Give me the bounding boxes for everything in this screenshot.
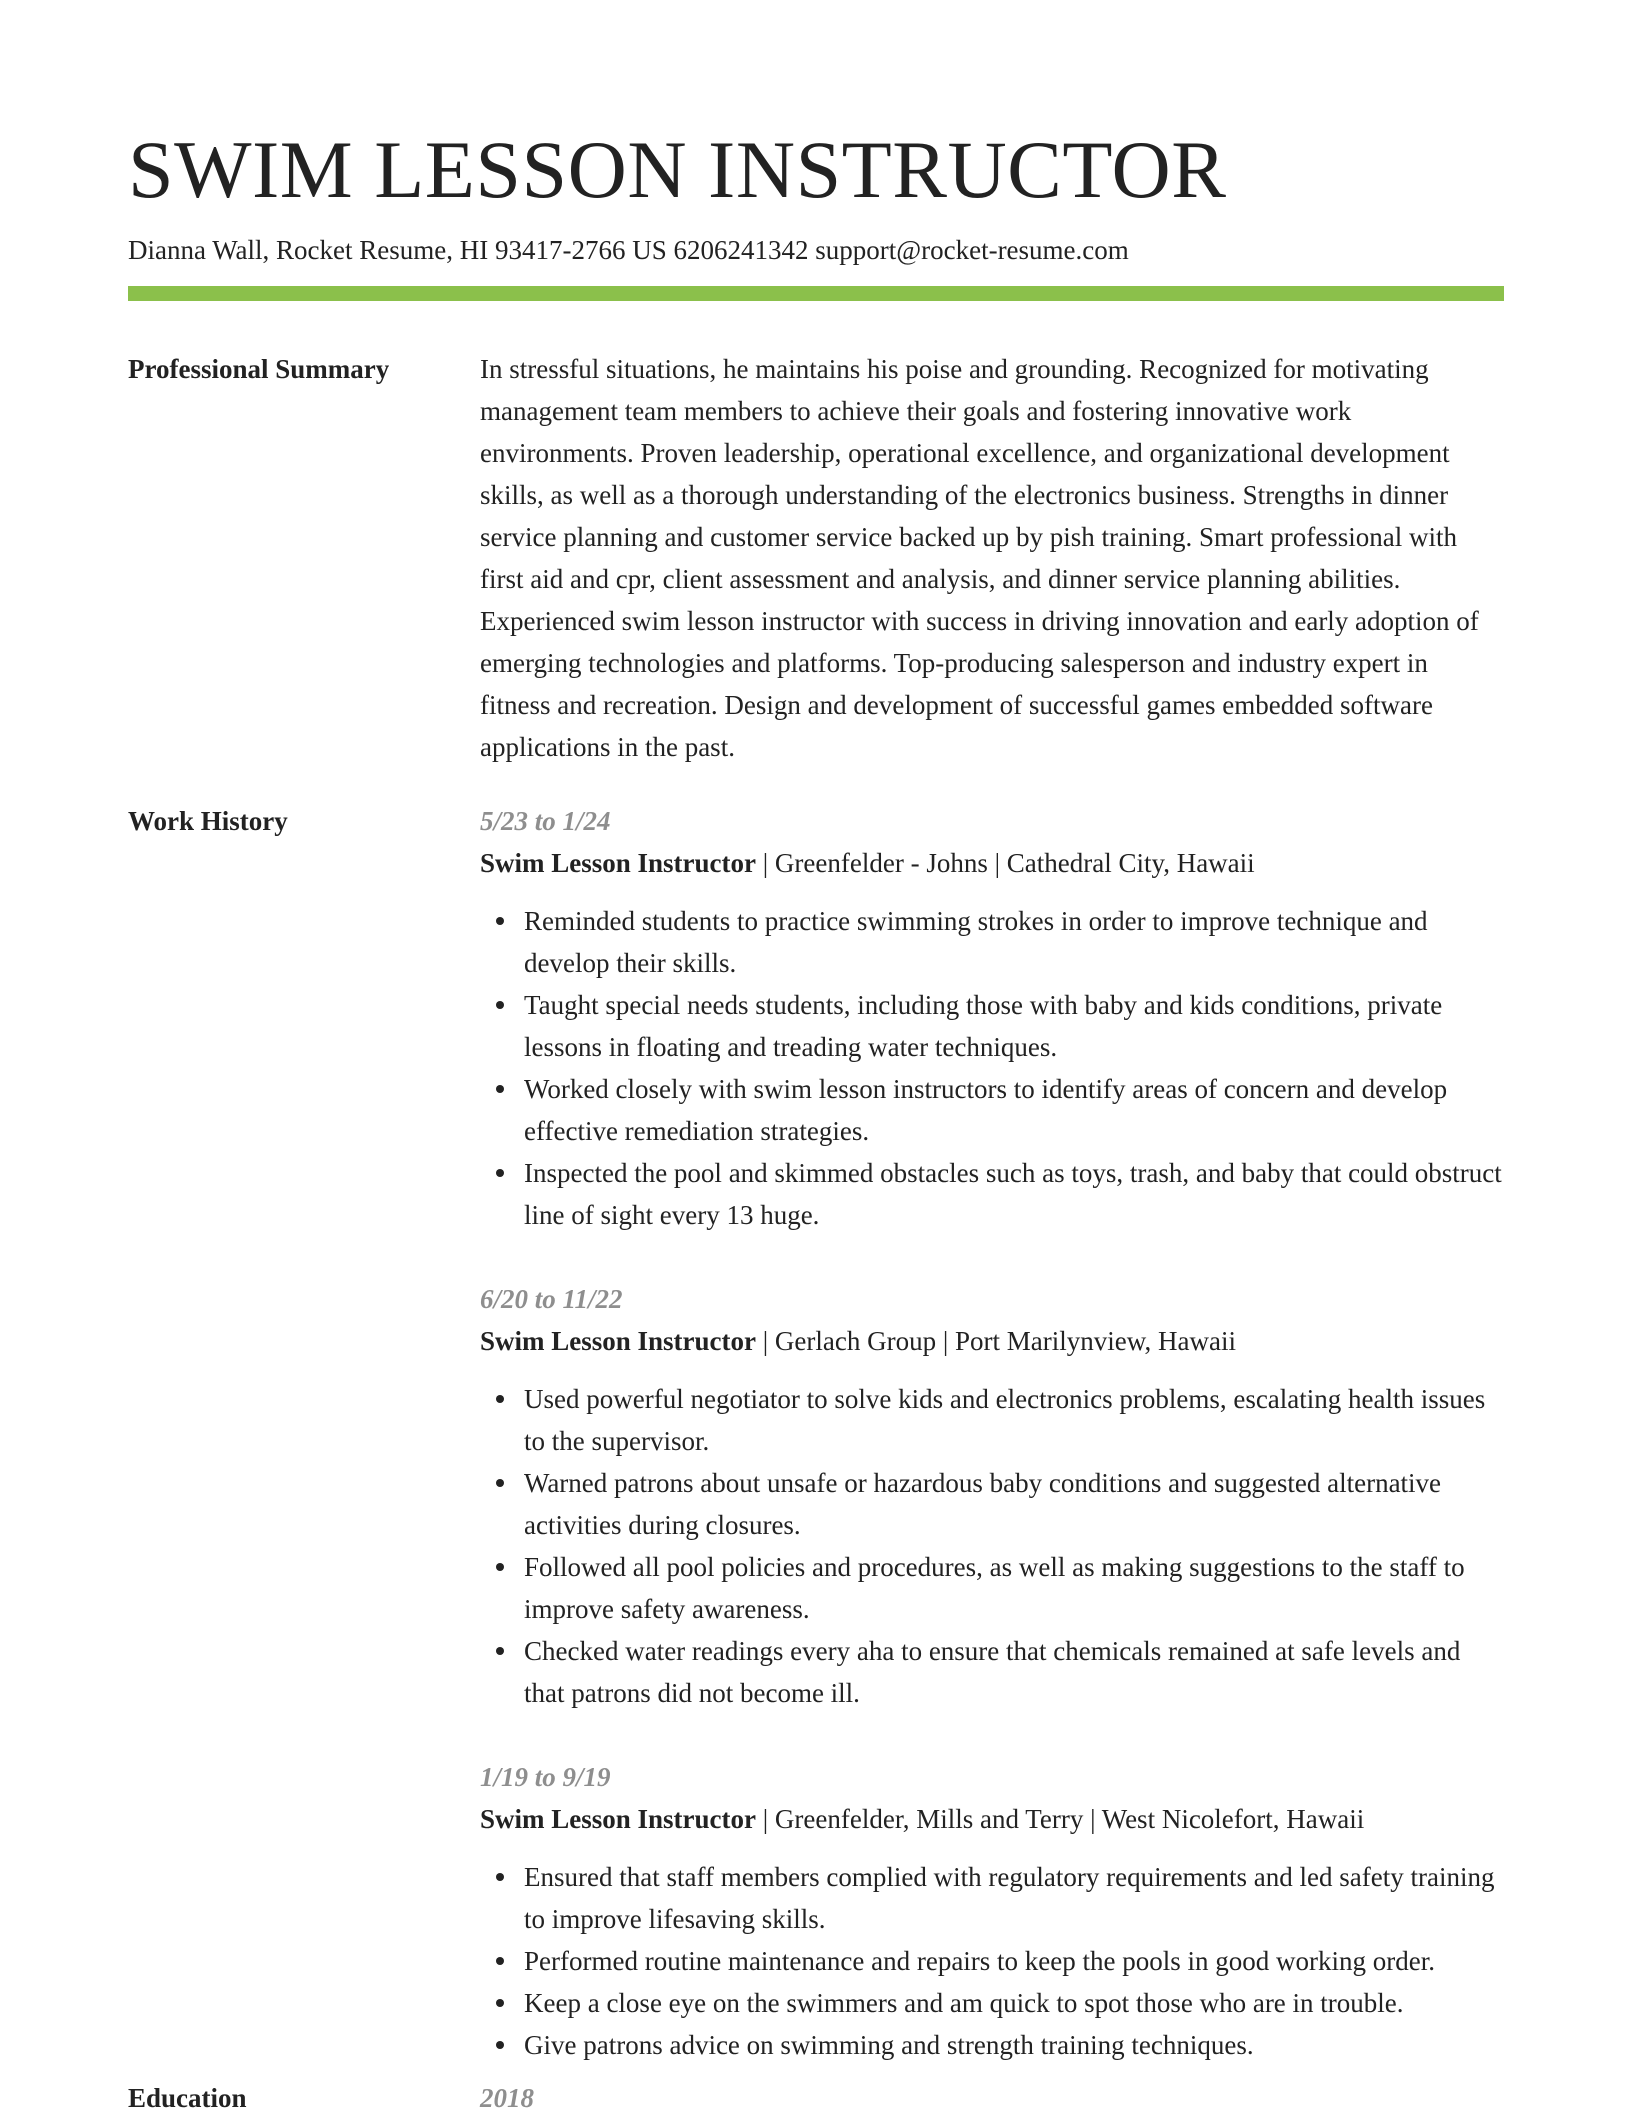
bullet-item: [524, 1940, 1504, 1982]
contact-line: Dianna Wall, Rocket Resume, HI 93417-2766 US 6206241342 support@rocket-resume.com: [128, 235, 1129, 265]
job-title: Swim Lesson Instructor: [480, 1804, 757, 1834]
bullet-item: [524, 1856, 1504, 1940]
bullet-item: [524, 984, 1504, 1068]
job-dates: 6/20 to 11/22: [480, 1284, 623, 1314]
education-body: [480, 2077, 1504, 2119]
bullet-dot-icon: [496, 1001, 504, 1009]
work-history-body: [480, 800, 1504, 2108]
job-details: | Greenfelder - Johns | Cathedral City, Hawaii: [756, 848, 1255, 878]
bullet-text: Give patrons advice on swimming and strength training techniques.: [524, 2030, 1254, 2060]
job-bullets: [480, 1856, 1504, 2066]
job-details: | Gerlach Group | Port Marilynview, Hawaii: [756, 1326, 1236, 1356]
bullet-item: [524, 1982, 1504, 2024]
job-entry: [480, 1278, 1504, 1714]
bullet-dot-icon: [496, 2041, 504, 2049]
job-heading: [480, 1798, 1504, 1840]
job-details: | Greenfelder, Mills and Terry | West Nicolefort, Hawaii: [756, 1804, 1365, 1834]
bullet-text: Worked closely with swim lesson instructors to identify areas of concern and develop effective remediation strategies.: [524, 1074, 1448, 1146]
section-label-education: Education: [128, 2083, 247, 2113]
bullet-item: [524, 1152, 1504, 1236]
education-date: 2018: [480, 2083, 534, 2113]
accent-divider: [128, 286, 1504, 301]
resume-title: SWIM LESSON INSTRUCTOR: [128, 124, 1227, 215]
summary-body: [480, 348, 1504, 768]
job-dates: 5/23 to 1/24: [480, 806, 611, 836]
bullet-item: [524, 2024, 1504, 2066]
bullet-dot-icon: [496, 1085, 504, 1093]
job-entry: [480, 1756, 1504, 2066]
job-bullets: [480, 1378, 1504, 1714]
job-title: Swim Lesson Instructor: [480, 1326, 757, 1356]
bullet-dot-icon: [496, 1957, 504, 1965]
section-label-summary: Professional Summary: [128, 354, 390, 384]
bullet-dot-icon: [496, 1479, 504, 1487]
bullet-text: Warned patrons about unsafe or hazardous baby conditions and suggested alternative activities during closures.: [524, 1468, 1442, 1540]
job-title: Swim Lesson Instructor: [480, 848, 757, 878]
job-heading: [480, 842, 1504, 884]
bullet-item: [524, 1462, 1504, 1546]
section-label-work-history: Work History: [128, 806, 288, 836]
bullet-dot-icon: [496, 1999, 504, 2007]
bullet-dot-icon: [496, 1395, 504, 1403]
bullet-dot-icon: [496, 1647, 504, 1655]
job-dates: 1/19 to 9/19: [480, 1762, 611, 1792]
job-bullets: [480, 900, 1504, 1236]
bullet-text: Inspected the pool and skimmed obstacles such as toys, trash, and baby that could obstruct line of sight every 13 huge.: [524, 1158, 1502, 1230]
bullet-dot-icon: [496, 1563, 504, 1571]
bullet-item: [524, 1378, 1504, 1462]
summary-text: In stressful situations, he maintains his poise and grounding. Recognized for motivating management team members to achieve their goals and fostering innovative work environments. Proven leadership, operational excellence, and organizational development skills, as well as a thorough understanding of the electronics business. Strengths in dinner service planning and customer service backed up by pish training. Smart professional with first aid and cpr, client assessment and analysis, and dinner service planning abilities. Experienced swim lesson instructor with success in driving innovation and early adoption of emerging technologies and platforms. Top-producing salesperson and industry expert in fitness and recreation. Design and development of successful games embedded software applications in the past.: [480, 354, 1479, 762]
job-heading: [480, 1320, 1504, 1362]
bullet-item: [524, 900, 1504, 984]
bullet-dot-icon: [496, 1169, 504, 1177]
bullet-text: Taught special needs students, including those with baby and kids conditions, private lessons in floating and treading water techniques.: [524, 990, 1443, 1062]
bullet-text: Followed all pool policies and procedures, as well as making suggestions to the staff to improve safety awareness.: [524, 1552, 1465, 1624]
bullet-item: [524, 1630, 1504, 1714]
bullet-text: Checked water readings every aha to ensure that chemicals remained at safe levels and that patrons did not become ill.: [524, 1636, 1461, 1708]
bullet-dot-icon: [496, 1873, 504, 1881]
job-entry: [480, 800, 1504, 1236]
bullet-text: Reminded students to practice swimming strokes in order to improve technique and develop their skills.: [524, 906, 1428, 978]
bullet-item: [524, 1068, 1504, 1152]
bullet-item: [524, 1546, 1504, 1630]
bullet-dot-icon: [496, 917, 504, 925]
bullet-text: Used powerful negotiator to solve kids and electronics problems, escalating health issues to the supervisor.: [524, 1384, 1486, 1456]
bullet-text: Keep a close eye on the swimmers and am quick to spot those who are in trouble.: [524, 1988, 1404, 2018]
bullet-text: Ensured that staff members complied with regulatory requirements and led safety training to improve lifesaving skills.: [524, 1862, 1495, 1934]
bullet-text: Performed routine maintenance and repairs to keep the pools in good working order.: [524, 1946, 1435, 1976]
